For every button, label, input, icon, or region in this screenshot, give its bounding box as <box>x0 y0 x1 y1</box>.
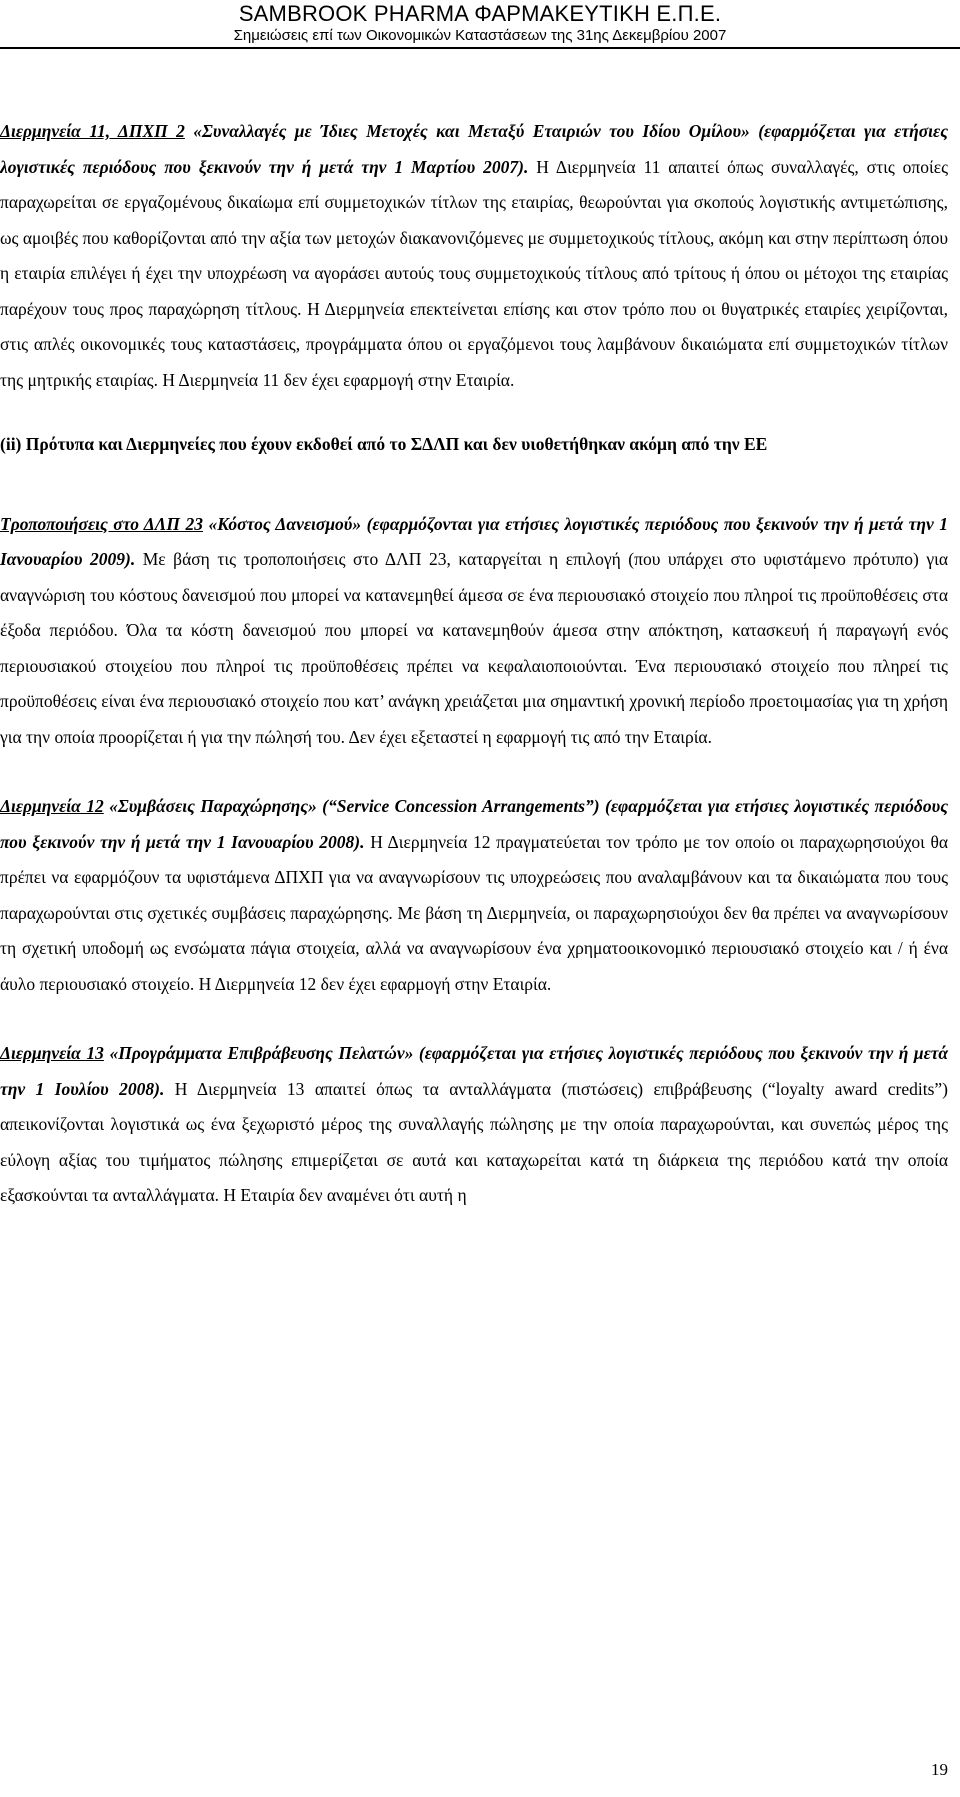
paragraph-interpretation-13 <box>0 1036 948 1214</box>
paragraph-interpretation-12 <box>0 789 948 1002</box>
header-title: SAMBROOK PHARMA ΦΑΡΜΑΚΕΥΤΙΚΗ Ε.Π.Ε. <box>238 1 722 26</box>
paragraph-title-rest: «Προγράμματα Επιβράβευσης Πελατών» (εφαρμόζεται για ετήσιες λογιστικές περιόδους που ξεκινούν την ή μετά την 1 Ιουλίου 2008). <box>0 1043 948 1099</box>
paragraph-body: Η Διερμηνεία 12 πραγματεύεται τον τρόπο με τον οποίο οι παραχωρησιούχοι θα πρέπει να εφαρμόζουν τα υφιστάμενα ΔΠΧΠ για να αναγνωρίσουν τις υποχρεώσεις που αναλαμβάνουν και τα δικαιώματα που τους παραχωρούνται στις σχετικές συμβάσεις παραχώρησης. Με βάση τη Διερμηνεία, οι παραχωρησιούχοι δεν θα πρέπει να αναγνωρίσουν τη σχετική υποδομή ως ενσώματα πάγια στοιχεία, αλλά να αναγνωρίσουν ένα χρηματοοικονομικό περιουσιακό στοιχείο και / ή ένα άυλο περιουσιακό στοιχείο. Η Διερμηνεία 12 δεν έχει εφαρμογή στην Εταιρία. <box>0 831 949 994</box>
paragraph-ias-23-amendments <box>0 507 948 756</box>
header-subtitle: Σημειώσεις επί των Οικονομικών Καταστάσεων της 31ης Δεκεμβρίου 2007 <box>233 27 727 44</box>
paragraph-title-underlined: Διερμηνεία 12 <box>0 796 104 816</box>
document-body <box>0 114 948 1214</box>
section-heading-ii: (ii) Πρότυπα και Διερμηνείες που έχουν εκδοθεί από το ΣΔΛΠ και δεν υιοθετήθηκαν ακόμη από την ΕΕ <box>0 434 768 454</box>
paragraph-body: Με βάση τις τροποποιήσεις στο ΔΛΠ 23, καταργείται η επιλογή (που υπάρχει στο υφιστάμενο πρότυπο) για αναγνώριση του κόστους δανεισμού που μπορεί να κατανεμηθεί άμεσα σε ένα περιουσιακό στοιχείο που πληροί τις προϋποθέσεις στα έξοδα περιόδου. Όλα τα κόστη δανεισμού που μπορεί να κατανεμηθούν άμεσα στην απόκτηση, κατασκευή ή παραγωγή ενός περιουσιακού στοιχείου που πληροί τις προϋποθέσεις πρέπει να κεφαλαιοποιούνται. Ένα περιουσιακό στοιχείο που πληρεί τις προϋποθέσεις είναι ένα περιουσιακό στοιχείο που κατ’ ανάγκη χρειάζεται μια σημαντική χρονική περίοδο προετοιμασίας για τη χρήση για την οποία προορίζεται ή για την πώλησή του. Δεν έχει εξεταστεί η εφαρμογή τις από την Εταιρία. <box>0 549 948 747</box>
paragraph-body: Η Διερμηνεία 11 απαιτεί όπως συναλλαγές, στις οποίες παραχωρείται σε εργαζομένους δικαίωμα επί συμμετοχικών τίτλων της εταιρίας, θεωρούνται για σκοπούς λογιστικής αντιμετώπισης, ως αμοιβές που καθορίζονται από την αξία των μετοχών διακανονιζόμενες με συμμετοχικούς τίτλους, ακόμη και στην περίπτωση όπου η εταιρία επιλέγει ή έχει την υποχρέωση να αγοράσει αυτούς τους συμμετοχικούς τίτλους από τρίτους ή όπου οι μέτοχοι της εταιρίας παρέχουν τους προς παραχώρηση τίτλους. Η Διερμηνεία επεκτείνεται επίσης και στον τρόπο που οι θυγατρικές εταιρίες χειρίζονται, στις απλές οικονομικές τους καταστάσεις, προγράμματα όπου οι εργαζόμενοι τους λαμβάνουν δικαιώματα επί συμμετοχικών τίτλων της μητρικής εταιρίας. Η Διερμηνεία 11 δεν έχει εφαρμογή στην Εταιρία. <box>0 156 949 390</box>
header-divider <box>0 47 960 49</box>
paragraph-title-underlined: Διερμηνεία 11, ΔΠΧΠ 2 <box>0 121 185 141</box>
paragraph-body: Η Διερμηνεία 13 απαιτεί όπως τα ανταλλάγματα (πιστώσεις) επιβράβευσης (“loyalty award credits”) απεικονίζονται λογιστικά ως ένα ξεχωριστό μέρος της συναλλαγής πώλησης με την οποία παραχωρούνται, και συνεπώς μέρος της εύλογη αξίας του τιμήματος πώλησης επιμερίζεται σε αυτά και καταχωρείται κατά τη διάρκεια της περιόδου κατά την οποία εξασκούνται τα ανταλλάγματα. Η Εταιρία δεν αναμένει ότι αυτή η <box>0 1078 948 1205</box>
paragraph-title-rest: «Συμβάσεις Παραχώρησης» (“Service Concession Arrangements”) (εφαρμόζεται για ετήσιες λογιστικές περιόδους που ξεκινούν την ή μετά την 1 Ιανουαρίου 2008). <box>0 796 948 852</box>
paragraph-title-underlined: Τροποποιήσεις στο ΔΛΠ 23 <box>0 513 204 534</box>
paragraph-title-underlined: Διερμηνεία 13 <box>0 1043 104 1063</box>
paragraph-title-rest: «Συναλλαγές με Ίδιες Μετοχές και Μεταξύ Εταιριών του Ιδίου Ομίλου» (εφαρμόζεται για ετήσιες λογιστικές περιόδους που ξεκινούν την ή μετά την 1 Μαρτίου 2007). <box>0 121 948 177</box>
paragraph-interpretation-11 <box>0 114 948 398</box>
page-number: 19 <box>931 1760 948 1779</box>
paragraph-title-rest: «Κόστος Δανεισμού» (εφαρμόζονται για ετήσιες λογιστικές περιόδους που ξεκινούν την ή μετά την 1 Ιανουαρίου 2009). <box>0 513 948 569</box>
page-header <box>0 0 960 44</box>
